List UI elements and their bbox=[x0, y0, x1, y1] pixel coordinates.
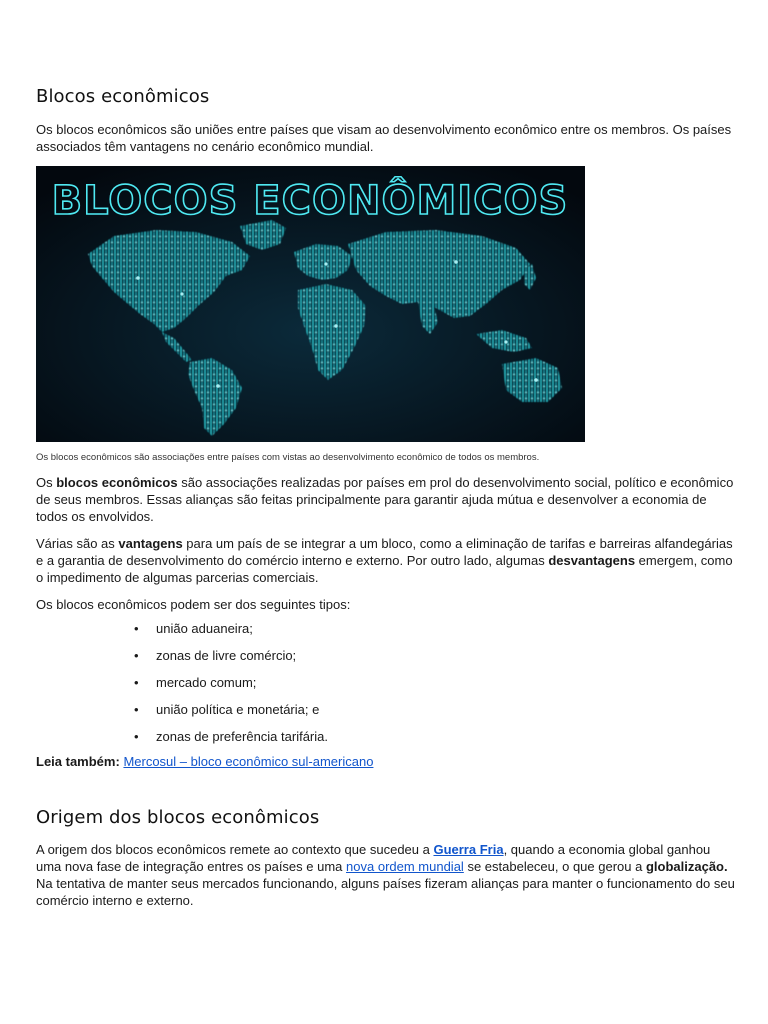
read-also-label: Leia também: bbox=[36, 754, 120, 769]
mercosul-link[interactable]: Mercosul – bloco econômico sul-americano bbox=[123, 754, 374, 769]
article-content bbox=[36, 86, 736, 909]
list-item: • mercado comum; bbox=[134, 675, 257, 690]
page-title: Blocos econômicos bbox=[36, 86, 210, 107]
list-item: • união política e monetária; e bbox=[134, 702, 320, 717]
origin-paragraph: A origem dos blocos econômicos remete ao contexto que sucedeu a Guerra Fria, quando a economia global ganhou uma nova fase de integração entres os países e uma nova ordem mundial se estabeleceu, o que gerou a globalização. Na tentativa de manter seus mercados funcionando, alguns países fizeram alianças para manter o funcionamento do seu comércio interno e externo. bbox=[36, 842, 735, 908]
bullet-icon: • bbox=[134, 621, 139, 636]
bullet-icon: • bbox=[134, 675, 139, 690]
bold-vantagens: vantagens bbox=[118, 536, 183, 551]
circuit-world-map-graphic bbox=[36, 166, 585, 442]
section-title: Origem dos blocos econômicos bbox=[36, 807, 320, 828]
bold-term: blocos econômicos bbox=[56, 475, 178, 490]
list-item: • união aduaneira; bbox=[134, 621, 253, 636]
image-caption: Os blocos econômicos são associações entre países com vistas ao desenvolvimento econômico de todos os membros. bbox=[36, 452, 540, 463]
intro-paragraph: Os blocos econômicos são uniões entre países que visam ao desenvolvimento econômico entre os membros. Os países associados têm vantagens no cenário econômico mundial. bbox=[36, 122, 732, 154]
bullet-icon: • bbox=[134, 702, 139, 717]
nova-ordem-mundial-link[interactable]: nova ordem mundial bbox=[346, 859, 464, 874]
bullet-icon: • bbox=[134, 729, 139, 744]
bold-globalizacao: globalização. bbox=[645, 859, 728, 874]
types-list bbox=[36, 620, 736, 745]
guerra-fria-link[interactable]: Guerra Fria bbox=[433, 842, 504, 857]
read-also bbox=[36, 753, 736, 770]
image-overlay-title: BLOCOS ECONÔMICOS bbox=[51, 178, 569, 224]
list-item: • zonas de preferência tarifária. bbox=[134, 729, 328, 744]
list-item: • zonas de livre comércio; bbox=[134, 648, 297, 663]
section-heading-blocos bbox=[36, 86, 736, 112]
world-map-image bbox=[36, 166, 585, 442]
advantages-paragraph: Várias são as vantagens para um país de se integrar a um bloco, como a eliminação de tarifas e barreiras alfandegárias e a garantia de desenvolvimento do comércio interno e externo. Por outro lado, algumas desvantagens emergem, como o impedimento de algumas parcerias comerciais. bbox=[36, 536, 733, 585]
types-intro-paragraph: Os blocos econômicos podem ser dos seguintes tipos: bbox=[36, 597, 351, 612]
section-heading-origem bbox=[36, 807, 736, 833]
definition-paragraph: Os blocos econômicos são associações realizadas por países em prol do desenvolvimento social, político e econômico de seus membros. Essas alianças são feitas principalmente para garantir ajuda mútua e desenvolver a economia de todos os envolvidos. bbox=[36, 475, 734, 524]
bold-desvantagens: desvantagens bbox=[548, 553, 636, 568]
bullet-icon: • bbox=[134, 648, 139, 663]
